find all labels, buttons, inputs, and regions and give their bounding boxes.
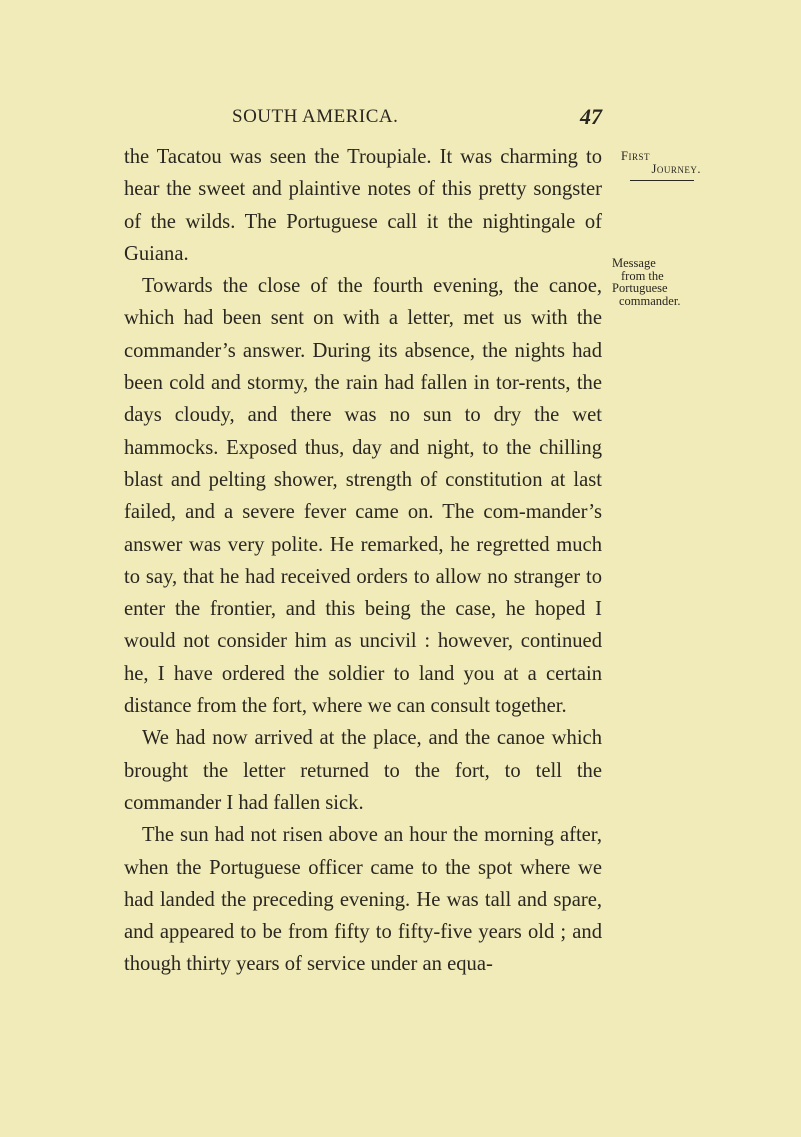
- page-number: 47: [580, 104, 602, 129]
- body-text: [124, 141, 602, 981]
- paragraph: The sun had not risen above an hour the morning after, when the Portuguese officer came to the spot where we had landed the preceding evening. He was tall and spare, and appeared to be from fifty to fifty-five years old ; and though thirty years of service under an equa-: [124, 824, 602, 976]
- sidenote-message: [612, 257, 704, 307]
- sidenote-first-journey: [615, 150, 701, 175]
- sidenote-message-line-3: Portuguese: [612, 281, 668, 295]
- running-head: SOUTH AMERICA.: [232, 106, 399, 127]
- paragraph: Towards the close of the fourth evening, the canoe, which had been sent on with a letter, met us with the commander’s answer. During its absence, the nights had been cold and stormy, the rain had fallen in tor-rents, the days cloudy, and there was no sun to dry the wet hammocks. Exposed thus, day and night, to the chilling blast and pelting shower, strength of constitution at last failed, and a severe fever came on. The com-mander’s answer was very polite. He remarked, he regretted much to say, that he had received orders to allow no stranger to enter the frontier, and this being the case, he hoped I would not consider him as uncivil : however, continued he, I have ordered the soldier to land you at a certain distance from the fort, where we can consult together.: [124, 275, 602, 718]
- page-header: [232, 106, 602, 136]
- sidenote-message-line-1: Message: [612, 256, 656, 270]
- sidenote-divider: [630, 180, 694, 181]
- sidenote-first-journey-line-2: Journey.: [651, 161, 701, 176]
- paragraph: We had now arrived at the place, and the canoe which brought the letter returned to the fort, to tell the commander I had fallen sick.: [124, 727, 602, 814]
- paragraph: the Tacatou was seen the Troupiale. It was charming to hear the sweet and plaintive notes of this pretty songster of the wilds. The Portuguese call it the nightingale of Guiana.: [124, 146, 602, 265]
- sidenote-first-journey-line-1: First: [621, 149, 650, 163]
- sidenote-message-line-4: commander.: [619, 293, 681, 308]
- sidenote-message-line-2: from the: [621, 268, 664, 283]
